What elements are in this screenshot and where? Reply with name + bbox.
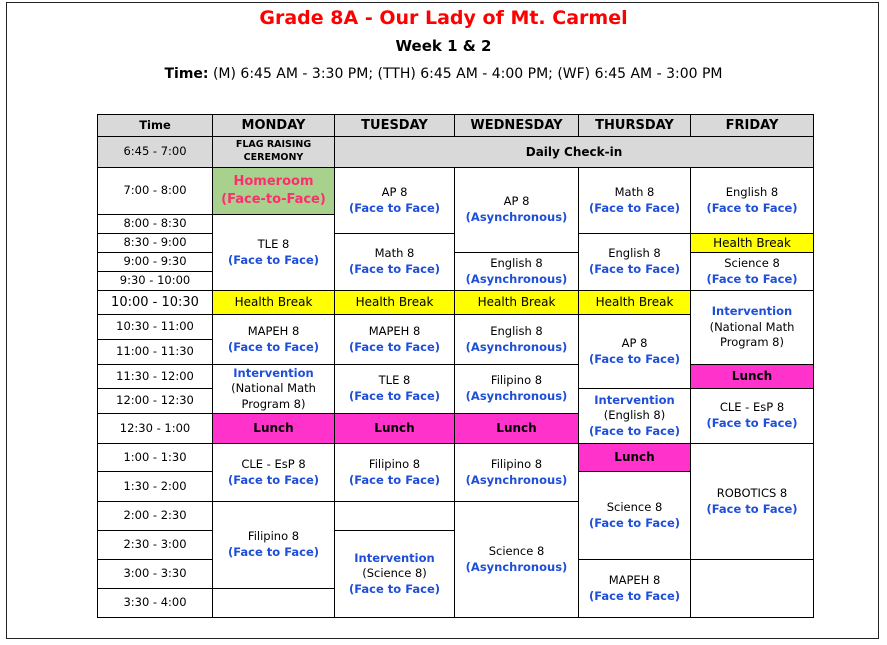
header-wednesday: WEDNESDAY	[455, 115, 579, 137]
time-cell: 9:30 - 10:00	[98, 272, 213, 291]
health-break-cell: Health Break	[691, 234, 814, 253]
class-cell: AP 8 (Face to Face)	[579, 315, 691, 389]
class-cell: MAPEH 8 (Face to Face)	[579, 560, 691, 618]
health-break-cell: Health Break	[579, 291, 691, 315]
class-cell: CLE - EsP 8 (Face to Face)	[213, 444, 335, 502]
table-row	[98, 253, 814, 272]
time-cell: 3:30 - 4:00	[98, 589, 213, 618]
time-cell: 2:00 - 2:30	[98, 502, 213, 531]
time-cell: 10:30 - 11:00	[98, 315, 213, 340]
lunch-cell: Lunch	[455, 414, 579, 444]
lunch-cell: Lunch	[213, 414, 335, 444]
daily-checkin-cell: Daily Check-in	[335, 137, 814, 168]
time-summary-label: Time:	[164, 66, 209, 82]
time-cell: 8:00 - 8:30	[98, 215, 213, 234]
class-cell: MAPEH 8 (Face to Face)	[213, 315, 335, 365]
homeroom-cell: Homeroom (Face-to-Face)	[213, 168, 335, 215]
time-cell: 12:30 - 1:00	[98, 414, 213, 444]
class-cell: Science 8 (Asynchronous)	[455, 502, 579, 618]
table-row	[98, 168, 814, 215]
table-row	[98, 291, 814, 315]
class-cell: AP 8 (Face to Face)	[335, 168, 455, 234]
header-tuesday: TUESDAY	[335, 115, 455, 137]
health-break-cell: Health Break	[455, 291, 579, 315]
flag-raising-cell: FLAG RAISING CEREMONY	[213, 137, 335, 168]
class-cell: Filipino 8 (Face to Face)	[213, 502, 335, 589]
time-cell: 8:30 - 9:00	[98, 234, 213, 253]
time-cell: 6:45 - 7:00	[98, 137, 213, 168]
week-label: Week 1 & 2	[395, 37, 492, 55]
header-thursday: THURSDAY	[579, 115, 691, 137]
header-friday: FRIDAY	[691, 115, 814, 137]
intervention-cell: Intervention (National Math Program 8)	[691, 291, 814, 365]
class-cell: TLE 8 (Face to Face)	[335, 365, 455, 414]
class-cell: Filipino 8 (Face to Face)	[335, 444, 455, 502]
time-cell: 12:00 - 12:30	[98, 389, 213, 414]
class-cell: English 8 (Asynchronous)	[455, 253, 579, 291]
time-cell: 3:00 - 3:30	[98, 560, 213, 589]
class-cell: AP 8 (Asynchronous)	[455, 168, 579, 253]
time-cell: 2:30 - 3:00	[98, 531, 213, 560]
class-cell: ROBOTICS 8 (Face to Face)	[691, 444, 814, 560]
class-cell: Science 8 (Face to Face)	[579, 472, 691, 560]
health-break-cell: Health Break	[213, 291, 335, 315]
page-title: Grade 8A - Our Lady of Mt. Carmel	[259, 7, 628, 29]
class-cell: CLE - EsP 8 (Face to Face)	[691, 389, 814, 444]
time-cell: 9:00 - 9:30	[98, 253, 213, 272]
table-row	[98, 444, 814, 472]
class-cell: Math 8 (Face to Face)	[335, 234, 455, 291]
time-cell: 7:00 - 8:00	[98, 168, 213, 215]
class-cell: Filipino 8 (Asynchronous)	[455, 444, 579, 502]
empty-cell	[335, 502, 455, 531]
time-summary	[0, 66, 887, 82]
lunch-cell: Lunch	[691, 365, 814, 389]
time-cell: 1:30 - 2:00	[98, 472, 213, 502]
empty-cell	[691, 560, 814, 618]
class-cell: Science 8 (Face to Face)	[691, 253, 814, 291]
time-summary-text: (M) 6:45 AM - 3:30 PM; (TTH) 6:45 AM - 4:00 PM; (WF) 6:45 AM - 3:00 PM	[208, 66, 723, 82]
class-cell: MAPEH 8 (Face to Face)	[335, 315, 455, 365]
health-break-cell: Health Break	[335, 291, 455, 315]
lunch-cell: Lunch	[579, 444, 691, 472]
class-cell: TLE 8 (Face to Face)	[213, 215, 335, 291]
time-cell: 11:00 - 11:30	[98, 340, 213, 365]
intervention-cell: Intervention (English 8) (Face to Face)	[579, 389, 691, 444]
time-cell: 11:30 - 12:00	[98, 365, 213, 389]
class-cell: English 8 (Face to Face)	[579, 234, 691, 291]
intervention-cell: Intervention (National Math Program 8)	[213, 365, 335, 414]
table-row	[98, 137, 814, 168]
class-cell: English 8 (Asynchronous)	[455, 315, 579, 365]
time-cell: 1:00 - 1:30	[98, 444, 213, 472]
table-header-row	[98, 115, 814, 137]
table-row	[98, 365, 814, 389]
lunch-cell: Lunch	[335, 414, 455, 444]
empty-cell	[213, 589, 335, 618]
class-cell: English 8 (Face to Face)	[691, 168, 814, 234]
class-schedule-table	[97, 114, 814, 618]
class-cell: Math 8 (Face to Face)	[579, 168, 691, 234]
header-time: Time	[98, 115, 213, 137]
header-monday: MONDAY	[213, 115, 335, 137]
time-cell: 10:00 - 10:30	[98, 291, 213, 315]
class-cell: Filipino 8 (Asynchronous)	[455, 365, 579, 414]
intervention-cell: Intervention (Science 8) (Face to Face)	[335, 531, 455, 618]
